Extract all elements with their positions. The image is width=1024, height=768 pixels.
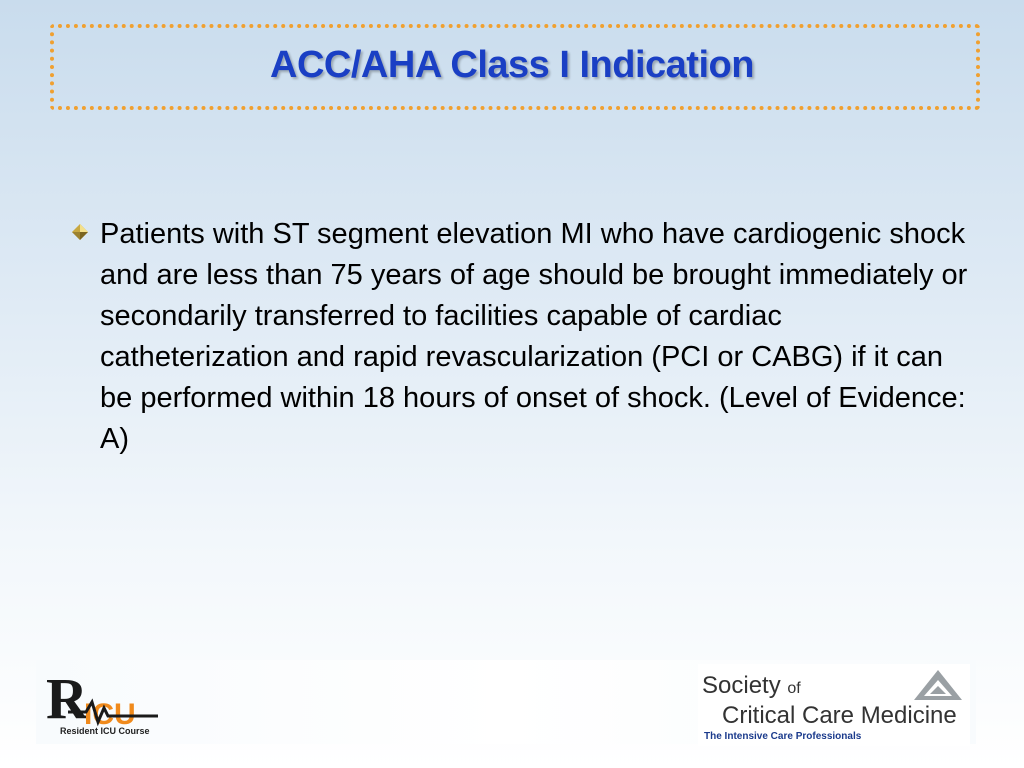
bullet-text: Patients with ST segment elevation MI who have cardiogenic shock and are less than 75 years of age should be brought immediately or secondarily transferred to facilities capable of cardiac catheterization and rapid revascularization (PCI or CABG) if it can be performed within 18 hours of onset of shock. (Level of Evidence: A) (100, 218, 968, 455)
svg-text:ICU: ICU (84, 698, 136, 731)
sccm-of-word: of (787, 680, 801, 697)
sccm-ccm-text: Critical Care Medicine (722, 702, 957, 729)
ricu-caption: Resident ICU Course (60, 726, 150, 736)
sccm-society-text (702, 672, 801, 700)
svg-text:R: R (46, 668, 88, 731)
bullet-item (68, 214, 968, 460)
slide-title: ACC/AHA Class I Indication (270, 44, 754, 86)
sccm-tagline: The Intensive Care Professionals (704, 731, 862, 742)
sccm-society-word: Society (702, 672, 781, 699)
diamond-bullet-icon (68, 220, 92, 244)
sccm-triangle-icon (912, 668, 964, 702)
sccm-logo (698, 664, 970, 746)
